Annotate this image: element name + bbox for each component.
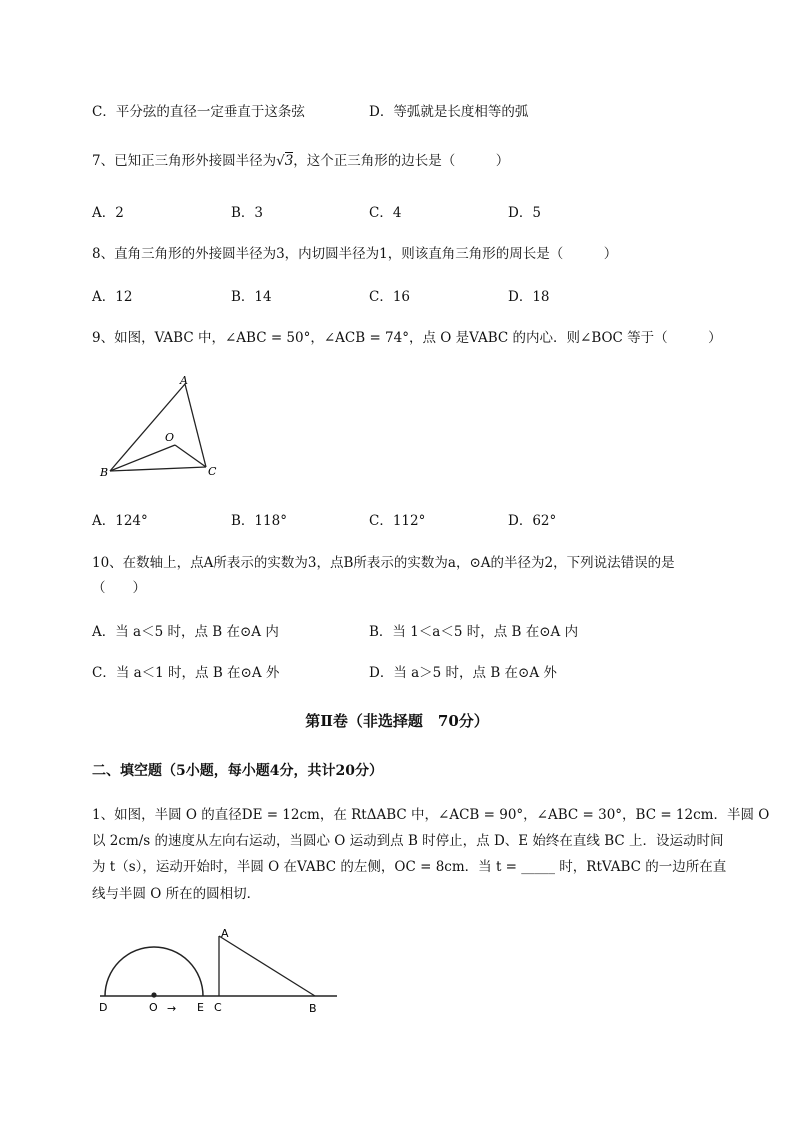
q9-option-d: D．62° <box>508 513 557 529</box>
part-title: 第Ⅱ卷（非选择题 70分） <box>305 712 489 730</box>
q10-option-b: B．当 1＜a＜5 时，点 B 在⊙A 内 <box>369 624 579 640</box>
q7-option-a: A．2 <box>92 205 124 221</box>
label-a: A <box>180 374 188 387</box>
label-o: O <box>149 1001 158 1014</box>
f1-line-1: 1、如图，半圆 O 的直径DE = 12cm，在 RtΔABC 中，∠ACB = 90°，∠ABC = 30°，BC = 12cm．半圆 O <box>92 807 770 823</box>
q7-option-b: B．3 <box>231 205 264 221</box>
q7-stem-end: ，这个正三角形的边长是（ ） <box>293 153 510 169</box>
q8-option-d: D．18 <box>508 289 550 305</box>
sqrt-sign: √ <box>276 153 285 169</box>
label-a: A <box>221 927 229 940</box>
label-b: B <box>309 1002 317 1015</box>
q7-option-d: D．5 <box>508 205 541 221</box>
q9-option-b: B．118° <box>231 513 287 529</box>
side-ab <box>219 936 315 996</box>
q8-option-a: A．12 <box>92 289 133 305</box>
f1-line-3: 为 t（s），运动开始时，半圆 O 在VABC 的左侧，OC = 8cm．当 t = _____ 时，RtVABC 的一边所在直 <box>92 859 727 875</box>
f1-line-4: 线与半圆 O 所在的圆相切． <box>92 886 261 902</box>
q6-option-c: C．平分弦的直径一定垂直于这条弦 <box>92 104 305 120</box>
q10-option-a: A．当 a＜5 时，点 B 在⊙A 内 <box>92 624 279 640</box>
q8-option-c: C．16 <box>369 289 411 305</box>
f1-line-2: 以 2cm/s 的速度从左向右运动，当圆心 O 运动到点 B 时停止，点 D、E 始终在直线 BC 上．设运动时间 <box>92 833 724 849</box>
q8-option-b: B．14 <box>231 289 272 305</box>
q10-paren: （ ） <box>92 580 146 596</box>
q7-stem <box>92 149 509 169</box>
label-b: B <box>100 466 109 479</box>
q9-option-a: A．124° <box>92 513 148 529</box>
label-e: E <box>197 1001 204 1014</box>
q9-option-c: C．112° <box>369 513 426 529</box>
q10-stem: 10、在数轴上，点A所表示的实数为3，点B所表示的实数为a，⊙A的半径为2，下列说法错误的是 <box>92 555 675 571</box>
semicircle-o <box>105 947 203 996</box>
q10-option-c: C．当 a＜1 时，点 B 在⊙A 外 <box>92 665 280 681</box>
label-o: O <box>165 431 175 444</box>
q6-option-d: D．等弧就是长度相等的弧 <box>369 104 529 120</box>
semicircle-triangle-figure <box>95 920 345 1020</box>
center-o-dot <box>151 992 156 997</box>
section-heading: 二、填空题（5小题，每小题4分，共计20分） <box>92 763 383 779</box>
side-bc <box>110 467 206 471</box>
label-c: C <box>214 1001 222 1014</box>
q9-stem: 9、如图，VABC 中，∠ABC = 50°，∠ACB = 74°，点 O 是VABC 的内心．则∠BOC 等于（ ） <box>92 330 722 346</box>
q8-stem: 8、直角三角形的外接圆半径为3，内切圆半径为1，则该直角三角形的周长是（ ） <box>92 246 618 262</box>
q7-option-c: C．4 <box>369 205 402 221</box>
segment-bo <box>110 445 175 471</box>
label-c: C <box>208 465 217 478</box>
arrow-right-icon: → <box>167 1002 177 1015</box>
q7-stem-start: 7、已知正三角形外接圆半径为 <box>92 153 277 169</box>
q7-sqrt-value: 3 <box>284 153 294 169</box>
label-d: D <box>99 1001 108 1014</box>
side-ba <box>110 384 185 471</box>
triangle-incenter-figure <box>95 370 235 485</box>
q10-option-d: D．当 a＞5 时，点 B 在⊙A 外 <box>369 665 557 681</box>
